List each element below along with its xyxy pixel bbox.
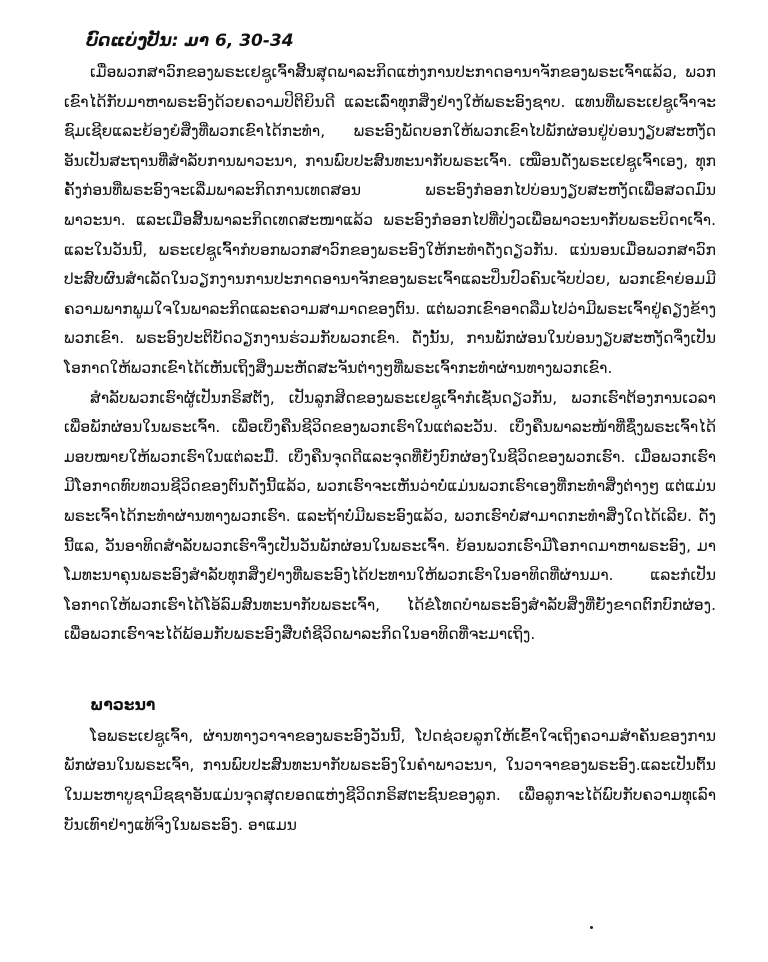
reading-paragraph-2: ສຳລັບພວກເຮົາຜູ້ເປັນກຣິສຕັງ, ເປັນລູກສິດຂອງພຣະເຢຊູເຈົ້າກໍເຊັ່ນດຽວກັນ, ພວກເຮົາຕ້ອງການເວລາເພື່ອພັກຜ່ອນໃນພຣະເຈົ້າ. ເພື່ອເບິ່ງຄືນຊີວິດຂອງພວກເຮົາໃນແຕ່ລະວັນ. ເບິ່ງຄືນພາລະໜ້າທີ່ຊຶ່ງພຣະເຈົ້າໄດ້ມອບໝາຍໃຫ້ພວກເຮົາໃນແຕ່ລະມື້. ເບິ່ງຄືນຈຸດດີແລະຈຸດທີ່ຍັງບົກຜ່ອງໃນຊີວິດຂອງພວກເຮົາ. ເມື່ອພວກເຮົາມີໂອກາດທົບທວນຊີວິດຂອງຕົນດັ່ງນີ້ແລ້ວ, ພວກເຮົາຈະເຫັນວ່າບໍ່ແມ່ນພວກເຮົາເອງທີ່ກະທຳສິ່ງຕ່າງໆ ແຕ່ແມ່ນພຣະເຈົ້າໄດ້ກະທຳຜ່ານທາງພວກເຮົາ. ແລະຖ້າບໍ່ມີພຣະອົງແລ້ວ, ພວກເຮົາບໍ່ສາມາດກະທຳສິ່ງໃດໄດ້ເລີຍ. ດັ່ງນີ້ແລ, ວັນອາທິດສຳລັບພວກເຮົາຈຶ່ງເປັນວັນພັກຜ່ອນໃນພຣະເຈົ້າ. ຍ້ອນພວກເຮົາມີໂອກາດມາຫາພຣະອົງ, ມາໂມທະນາຄຸນພຣະອົງສຳລັບທຸກສິ່ງຢ່າງທີ່ພຣະອົງໄດ້ປະທານໃຫ້ພວກເຮົາໃນອາທິດທີ່ຜ່ານມາ. ແລະກໍເປັນໂອກາດໃຫ້ພວກເຮົາໄດ້ໂອ້ລົມສົນທະນາກັບພຣະເຈົ້າ, ໄດ້ຂໍໂທດບຳພຣະອົງສຳລັບສິ່ງທີ່ຍັງຂາດຕົກບົກຜ່ອງ. ເພື່ອພວກເຮົາຈະໄດ້ພ້ອມກັບພຣະອົງສືບຕໍ່ຊີວິດພາລະກິດໃນອາທິດທີ່ຈະມາເຖິງ. (64, 388, 716, 644)
reading-paragraph-1: ເມື່ອພວກສາວົກຂອງພຣະເຢຊູເຈົ້າສິ້ນສຸດພາລະກິດແຫ່ງການປະກາດອານາຈັກຂອງພຣະເຈົ້າແລ້ວ, ພວກເຂົາໄດ້ກັບມາຫາພຣະອົງດ້ວຍຄວາມປິຕິຍິນດີ ແລະເລົ່າທຸກສິ່ງຢ່າງໃຫ້ພຣະອົງຊາບ. ແທນທີ່ພຣະເຢຊູເຈົ້າຈະຊົມເຊີຍແລະຍ້ອງຍໍສິ່ງທີ່ພວກເຂົາໄດ້ກະທຳ, ພຣະອົງພັດບອກໃຫ້ພວກເຂົາໄປພັກຜ່ອນຢູ່ບ່ອນງຽບສະຫງັດ ອັນເປັນສະຖານທີ່ສຳລັບການພາວະນາ, ການພົບປະສົນທະນາກັບພຣະເຈົ້າ. ເໝືອນດັ່ງພຣະເຢຊູເຈົ້າເອງ, ທຸກຄັ້ງກ່ອນທີ່ພຣະອົງຈະເລີ່ມພາລະກິດການເທດສອນ ພຣະອົງກໍອອກໄປບ່ອນງຽບສະຫງັດເພື່ອສວດມົນພາວະນາ. ແລະເມື່ອສິ້ນພາລະກິດເທດສະໜາແລ້ວ ພຣະອົງກໍອອກໄປທີ່ປ່ງວເພື່ອພາວະນາກັບພຣະບິດາເຈົ້າ. ແລະໃນວັນນີ້, ພຣະເຢຊູເຈົ້າກໍບອກພວກສາວົກຂອງພຣະອົງໃຫ້ກະທຳດັ່ງດຽວກັນ. ແນ່ນອນເມື່ອພວກສາວົກປະສົບຜົນສຳເລັດໃນວຽກງານການປະກາດອານາຈັກຂອງພຣະເຈົ້າແລະປິ່ນປົວຄົນເຈັບປ່ວຍ, ພວກເຂົາຍ່ອມມີຄວາມພາກພູມໃຈໃນພາລະກິດແລະຄວາມສາມາດຂອງຕົນ. ແຕ່ພວກເຂົາອາດລືມໄປວ່າມີພຣະເຈົ້າຢູ່ຄຽງຂ້າງພວກເຂົາ. ພຣະອົງປະຕິບັດວຽກງານຮ່ວມກັບພວກເຂົາ. ດັ່ງນັ້ນ, ການພັກຜ່ອນໃນບ່ອນງຽບສະຫງັດຈຶ່ງເປັນໂອກາດໃຫ້ພວກເຂົາໄດ້ເຫັນເຖິງສິ່ງມະຫັດສະຈັນຕ່າງໆທີ່ພຣະເຈົ້າກະທຳຜ່ານທາງພວກເຂົາ. (64, 63, 716, 377)
section-gap (64, 650, 716, 694)
prayer-paragraph: ໂອພຣະເຢຊູເຈົ້າ, ຜ່ານທາງວາຈາຂອງພຣະອົງວັນນີ້, ໂປດຊ່ວຍລູກໃຫ້ເຂົ້າໃຈເຖິງຄວາມສຳຄັນຂອງການພັກຜ່ອນໃນພຣະເຈົ້າ, ການພົບປະສົນທະນາກັບພຣະອົງໃນຄຳພາວະນາ, ໃນວາຈາຂອງພຣະອົງ.ແລະເປັນຕົ້ນໃນມະຫາບູຊາມິຊຊາອັນແມ່ນຈຸດສຸດຍອດແຫ່ງຊີວິດກຣິສຕະຊົນຂອງລູກ. ເພື່ອລູກຈະໄດ້ພົບກັບຄວາມທຸເລົາບັນເທົາຢ່າງແທ້ຈິງໃນພຣະອົງ. ອາແມນ (64, 726, 716, 834)
prayer-heading: ພາວະນາ (90, 695, 156, 714)
reading-title: ບົດແບ່ງປັນ: ມາ 6, 30-34 (86, 31, 294, 51)
stray-dot (590, 926, 593, 929)
